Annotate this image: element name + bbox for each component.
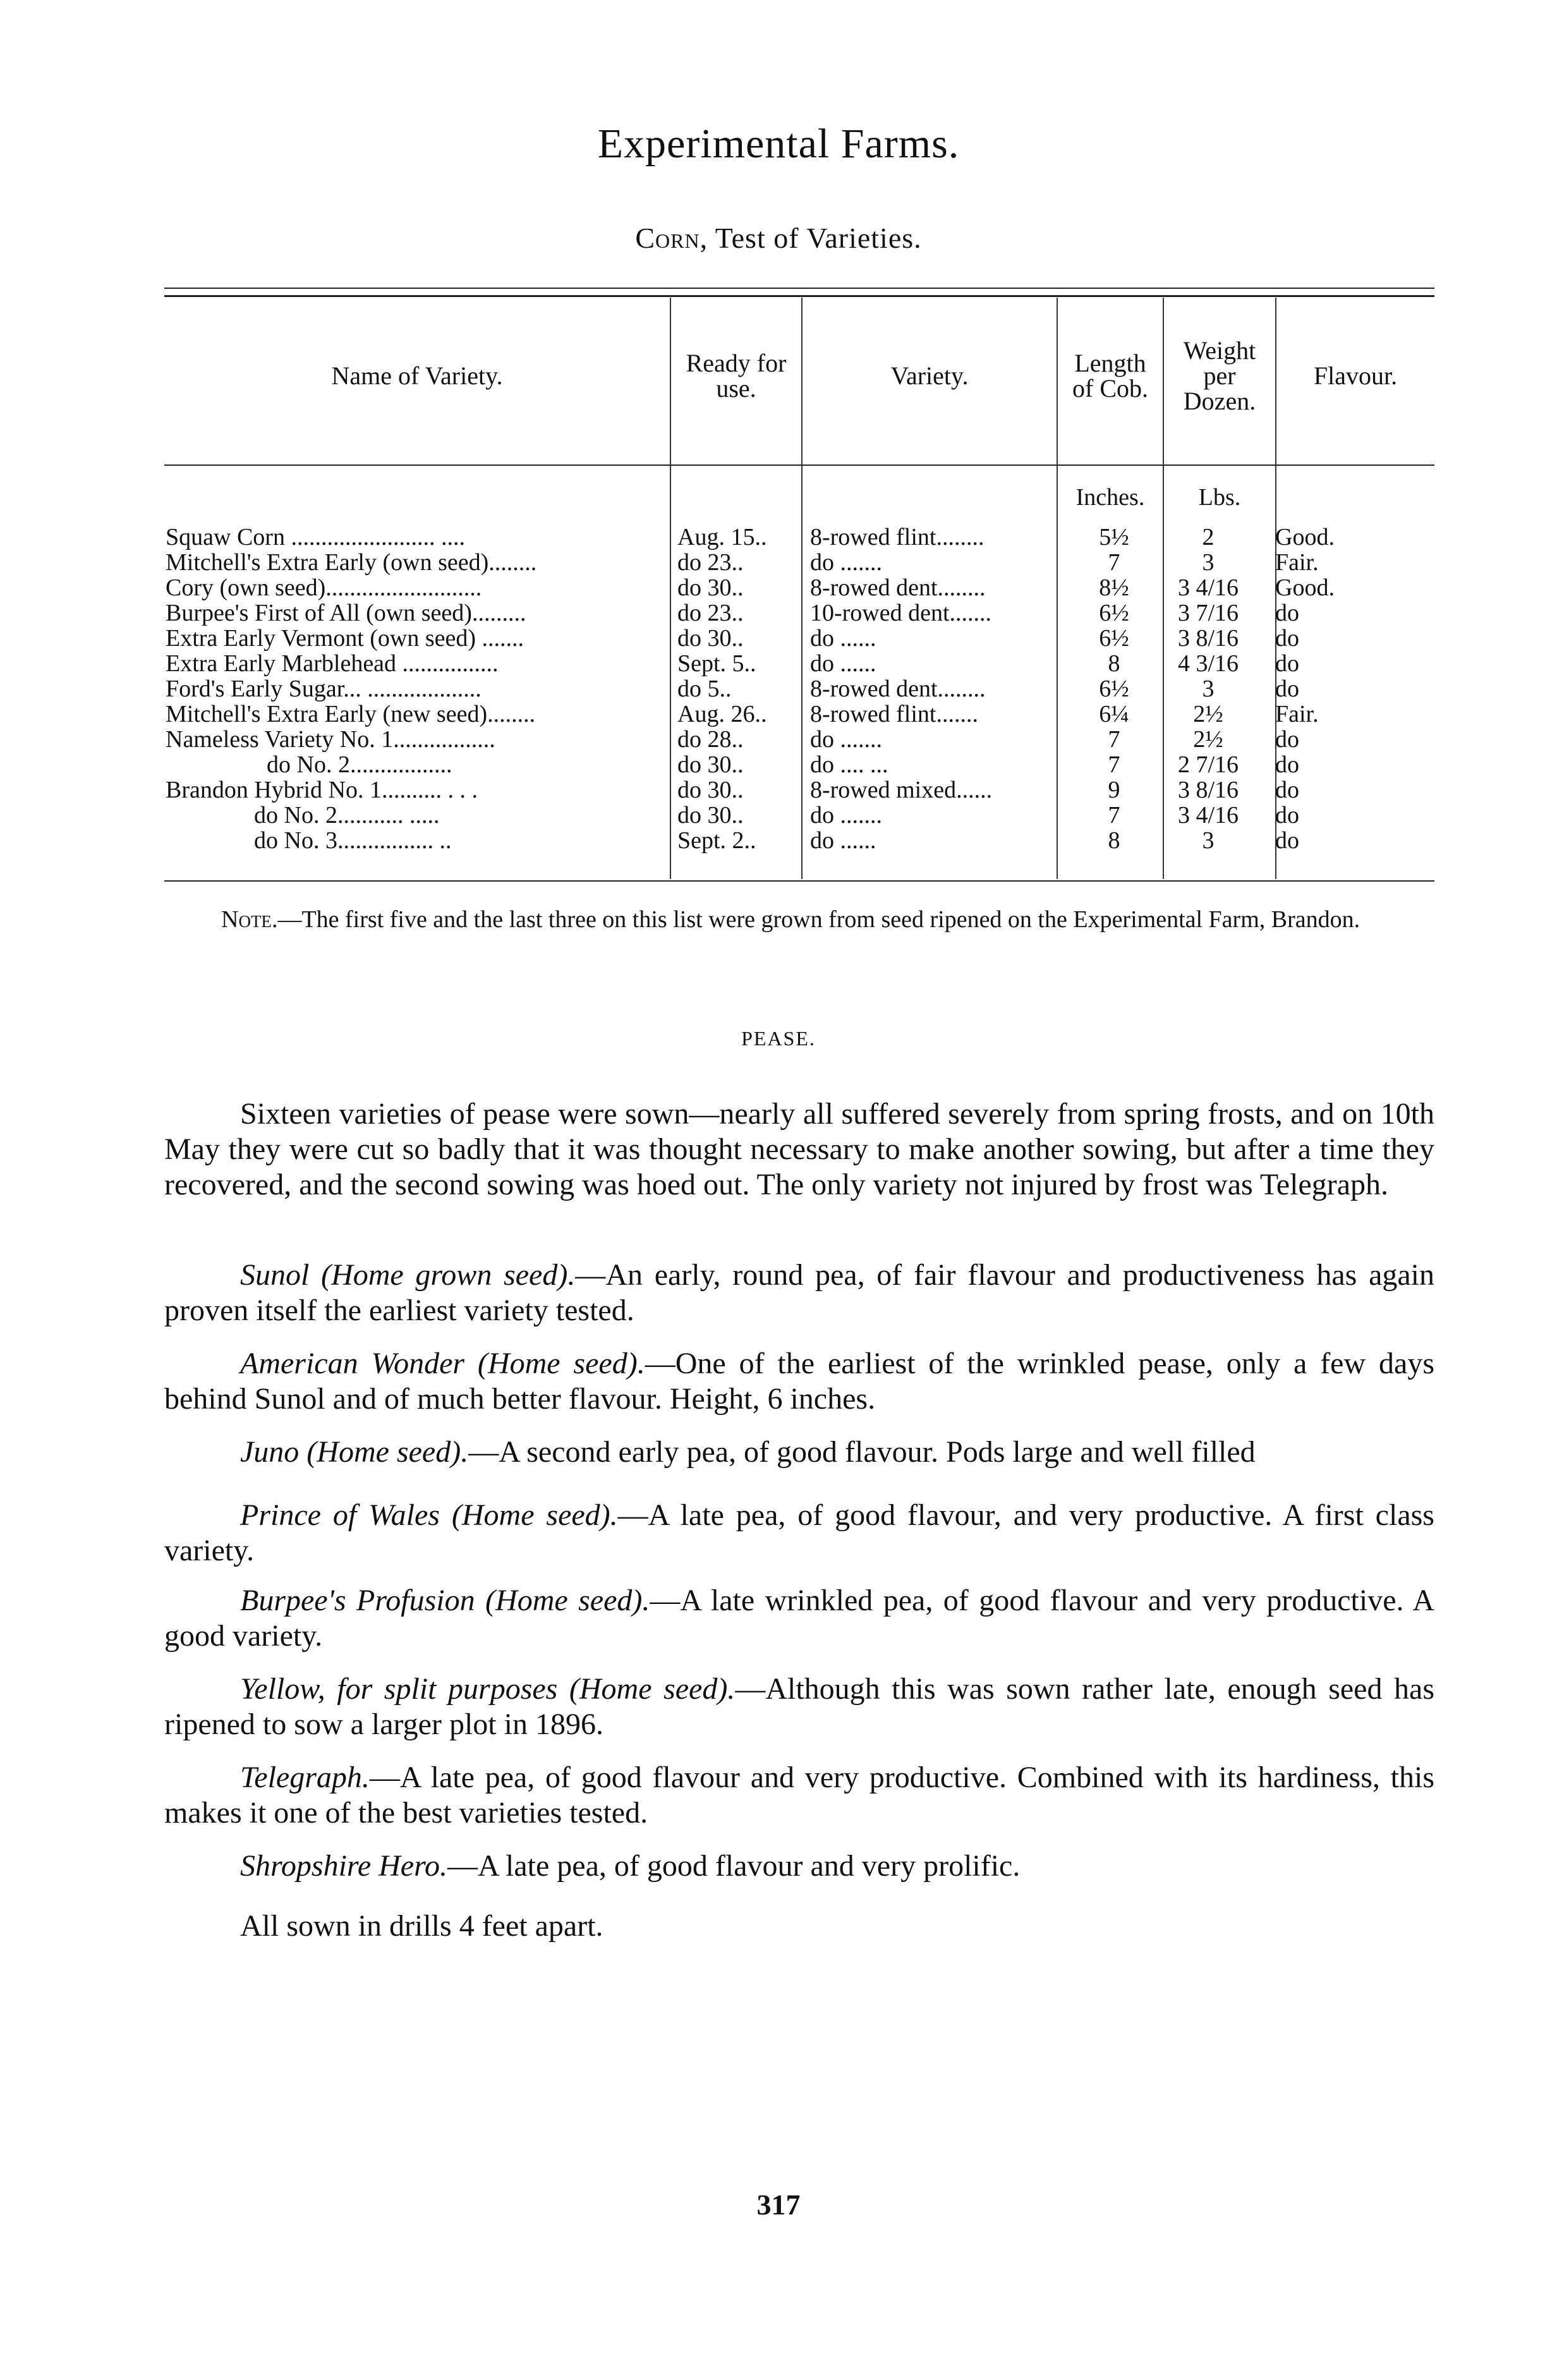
cell-flavour: do bbox=[1275, 651, 1299, 676]
cell-length: 9 bbox=[1108, 777, 1120, 803]
header-variety: Variety. bbox=[890, 361, 969, 390]
cell-flavour: do bbox=[1275, 626, 1299, 651]
cell-ready: do 30.. bbox=[677, 575, 744, 600]
note-text: .—The first five and the last three on this list were grown from seed ripened on the Experimental Farm, Brandon. bbox=[271, 906, 1360, 933]
table-row bbox=[164, 600, 1434, 626]
cell-name: Brandon Hybrid No. 1.......... . . . bbox=[166, 777, 478, 803]
paragraph-text: —A late pea, of good flavour, and very productive. A first class variety. bbox=[164, 1498, 1434, 1567]
header-flavour: Flavour. bbox=[1313, 361, 1398, 390]
table-row bbox=[164, 550, 1434, 575]
unit-inches: Inches. bbox=[1075, 484, 1145, 511]
header-ready-text: Ready for use. bbox=[686, 349, 787, 403]
cell-flavour: do bbox=[1275, 752, 1299, 777]
header-weight-text: Weight per Dozen. bbox=[1183, 336, 1256, 415]
paragraph-text: All sown in drills 4 feet apart. bbox=[240, 1909, 603, 1943]
paragraph-text: —A late wrinkled pea, of good flavour and very productive. A good variety. bbox=[164, 1584, 1435, 1653]
table-row bbox=[164, 701, 1434, 727]
paragraph-text: —One of the earliest of the wrinkled pease, only a few days behind Sunol and of much better flavour. Height, 6 inches. bbox=[164, 1347, 1435, 1416]
table-row bbox=[164, 651, 1434, 676]
cell-ready: do 5.. bbox=[677, 676, 732, 701]
paragraph-title: Shropshire Hero. bbox=[240, 1849, 447, 1883]
cell-flavour: do bbox=[1275, 828, 1299, 853]
cell-flavour: Fair. bbox=[1275, 701, 1319, 727]
table-row bbox=[164, 803, 1434, 828]
table-row bbox=[164, 626, 1434, 651]
paragraph-title: Telegraph. bbox=[240, 1761, 370, 1794]
cell-flavour: Good. bbox=[1275, 575, 1335, 600]
cell-flavour: Good. bbox=[1275, 525, 1335, 550]
cell-ready: Aug. 15.. bbox=[677, 525, 767, 550]
paragraph-burpees-profusion bbox=[164, 1583, 1434, 1654]
paragraph-text: —A second early pea, of good flavour. Pods large and well filled bbox=[468, 1435, 1256, 1469]
table-row bbox=[164, 752, 1434, 777]
paragraph-title: American Wonder (Home seed). bbox=[240, 1347, 645, 1380]
cell-length: 8½ bbox=[1099, 575, 1129, 600]
paragraph-shropshire-hero bbox=[164, 1849, 1434, 1884]
cell-ready: do 23.. bbox=[677, 600, 744, 626]
corn-varieties-table bbox=[164, 288, 1434, 882]
paragraph-text: —A late pea, of good flavour and very productive. Combined with its hardiness, this makes it one of the best varieties tested. bbox=[164, 1761, 1434, 1830]
paragraph-title: Juno (Home seed). bbox=[240, 1435, 469, 1469]
cell-name: Mitchell's Extra Early (new seed)........ bbox=[166, 701, 536, 727]
cell-name: do No. 2................. bbox=[267, 752, 452, 777]
cell-name: Squaw Corn ........................ .... bbox=[166, 525, 465, 550]
cell-variety: 8-rowed flint....... bbox=[810, 701, 978, 727]
table-row bbox=[164, 575, 1434, 600]
header-weight-per-dozen bbox=[1164, 325, 1275, 427]
cell-length: 7 bbox=[1108, 752, 1120, 777]
paragraph-text: Sixteen varieties of pease were sown—nearly all suffered severely from spring frosts, and on 10th May they were cut so badly that it was thought necessary to make another sowing, but after a time they recovered, and the second sowing was hoed out. The only variety not injured by frost was Telegraph. bbox=[164, 1097, 1434, 1201]
cell-weight: 2 7/16 bbox=[1177, 752, 1239, 777]
table-top-rule-thick bbox=[164, 295, 1434, 297]
header-bottom-rule bbox=[164, 464, 1434, 466]
unit-lbs: Lbs. bbox=[1198, 484, 1241, 511]
caption-lead: Corn bbox=[635, 222, 700, 254]
cell-ready: do 28.. bbox=[677, 727, 744, 752]
cell-ready: Aug. 26.. bbox=[677, 701, 767, 727]
header-length-text: Length of Cob. bbox=[1072, 349, 1148, 403]
section-heading-pease: PEASE. bbox=[741, 1027, 816, 1050]
header-name-of-variety: Name of Variety. bbox=[331, 361, 503, 390]
cell-ready: Sept. 5.. bbox=[677, 651, 756, 676]
cell-variety: 10-rowed dent....... bbox=[810, 600, 992, 626]
cell-variety: do ....... bbox=[810, 727, 882, 752]
cell-name: Burpee's First of All (own seed)......... bbox=[166, 600, 526, 626]
table-row bbox=[164, 727, 1434, 752]
cell-ready: Sept. 2.. bbox=[677, 828, 756, 853]
cell-flavour: do bbox=[1275, 803, 1299, 828]
table-row bbox=[164, 777, 1434, 803]
paragraph-juno bbox=[164, 1435, 1434, 1470]
cell-name: do No. 2........... ..... bbox=[254, 803, 440, 828]
paragraph-title: Yellow, for split purposes (Home seed). bbox=[240, 1672, 736, 1706]
cell-length: 6½ bbox=[1099, 600, 1129, 626]
cell-variety: do ....... bbox=[810, 550, 882, 575]
cell-length: 6½ bbox=[1099, 626, 1129, 651]
cell-weight: 3 bbox=[1202, 676, 1215, 701]
paragraph-prince-of-wales bbox=[164, 1498, 1434, 1569]
cell-length: 6½ bbox=[1099, 676, 1129, 701]
cell-ready: do 30.. bbox=[677, 777, 744, 803]
cell-weight: 3 bbox=[1202, 828, 1215, 853]
cell-variety: do .... ... bbox=[810, 752, 888, 777]
cell-name: Cory (own seed).......................... bbox=[166, 575, 482, 600]
header-length-of-cob bbox=[1058, 325, 1163, 427]
table-row bbox=[164, 828, 1434, 853]
cell-name: Extra Early Vermont (own seed) ....... bbox=[166, 626, 524, 651]
table-row bbox=[164, 676, 1434, 701]
cell-weight: 4 3/16 bbox=[1177, 651, 1239, 676]
paragraph-drills bbox=[164, 1909, 1434, 1944]
cell-length: 7 bbox=[1108, 550, 1120, 575]
cell-length: 7 bbox=[1108, 803, 1120, 828]
cell-name: Nameless Variety No. 1................. bbox=[166, 727, 495, 752]
cell-length: 7 bbox=[1108, 727, 1120, 752]
cell-weight: 3 7/16 bbox=[1177, 600, 1239, 626]
cell-ready: do 30.. bbox=[677, 626, 744, 651]
paragraph-text: —An early, round pea, of fair flavour and productiveness has again proven itself the earliest variety tested. bbox=[164, 1258, 1435, 1327]
paragraph-title: Sunol (Home grown seed). bbox=[240, 1258, 576, 1292]
paragraph-title: Burpee's Profusion (Home seed). bbox=[240, 1584, 650, 1617]
caption-rest: , Test of Varieties. bbox=[700, 222, 922, 254]
table-note bbox=[164, 905, 1434, 934]
cell-weight: 3 8/16 bbox=[1177, 777, 1239, 803]
cell-ready: do 30.. bbox=[677, 752, 744, 777]
cell-weight: 3 4/16 bbox=[1177, 803, 1239, 828]
cell-name: Extra Early Marblehead ................ bbox=[166, 651, 499, 676]
cell-weight: 3 bbox=[1202, 550, 1215, 575]
page-number: 317 bbox=[756, 2189, 801, 2221]
paragraph-text: —Although this was sown rather late, enough seed has ripened to sow a larger plot in 1896. bbox=[164, 1672, 1435, 1741]
cell-variety: 8-rowed flint........ bbox=[810, 525, 984, 550]
cell-name: Ford's Early Sugar... ................... bbox=[166, 676, 482, 701]
cell-variety: 8-rowed dent........ bbox=[810, 676, 986, 701]
cell-variety: do ...... bbox=[810, 828, 876, 853]
cell-weight: 2 bbox=[1202, 525, 1215, 550]
cell-flavour: do bbox=[1275, 777, 1299, 803]
cell-weight: 2½ bbox=[1193, 701, 1223, 727]
paragraph-title: Prince of Wales (Home seed). bbox=[240, 1498, 618, 1532]
cell-flavour: do bbox=[1275, 676, 1299, 701]
cell-ready: do 23.. bbox=[677, 550, 744, 575]
cell-variety: 8-rowed dent........ bbox=[810, 575, 986, 600]
table-top-rule bbox=[164, 288, 1434, 289]
paragraph-american-wonder bbox=[164, 1346, 1434, 1417]
cell-variety: 8-rowed mixed...... bbox=[810, 777, 993, 803]
cell-variety: do ...... bbox=[810, 651, 876, 676]
cell-length: 6¼ bbox=[1099, 701, 1129, 727]
paragraph-intro bbox=[164, 1096, 1434, 1203]
paragraph-text: —A late pea, of good flavour and very prolific. bbox=[447, 1849, 1021, 1883]
header-ready-for-use bbox=[671, 325, 801, 427]
cell-ready: do 30.. bbox=[677, 803, 744, 828]
paragraph-telegraph bbox=[164, 1760, 1434, 1831]
cell-weight: 3 4/16 bbox=[1177, 575, 1239, 600]
cell-variety: do ....... bbox=[810, 803, 882, 828]
note-label: Note bbox=[221, 906, 272, 933]
paragraph-yellow-split bbox=[164, 1672, 1434, 1742]
table-caption bbox=[0, 221, 1557, 255]
cell-length: 8 bbox=[1108, 651, 1120, 676]
cell-weight: 3 8/16 bbox=[1177, 626, 1239, 651]
page-title: Experimental Farms. bbox=[597, 121, 960, 167]
paragraph-sunol bbox=[164, 1258, 1434, 1328]
table-row bbox=[164, 525, 1434, 550]
cell-length: 5½ bbox=[1099, 525, 1129, 550]
cell-length: 8 bbox=[1108, 828, 1120, 853]
cell-weight: 2½ bbox=[1193, 727, 1223, 752]
cell-variety: do ...... bbox=[810, 626, 876, 651]
cell-flavour: do bbox=[1275, 727, 1299, 752]
cell-name: do No. 3................ .. bbox=[254, 828, 452, 853]
cell-flavour: Fair. bbox=[1275, 550, 1319, 575]
table-bottom-rule bbox=[164, 880, 1434, 882]
cell-name: Mitchell's Extra Early (own seed)........ bbox=[166, 550, 537, 575]
cell-flavour: do bbox=[1275, 600, 1299, 626]
